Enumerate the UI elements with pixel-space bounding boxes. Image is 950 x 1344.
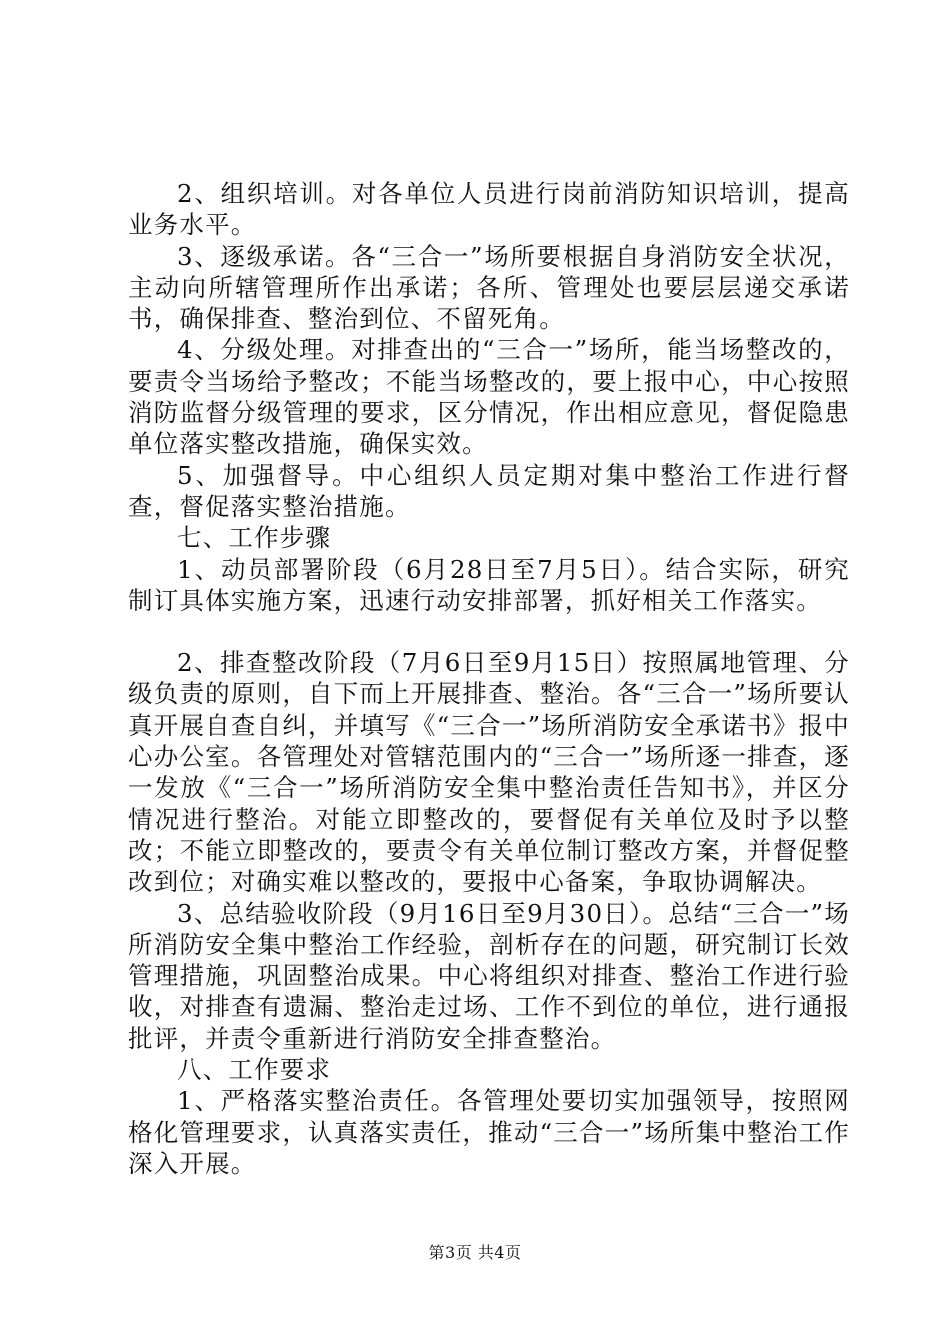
paragraph-acceptance-stage: 3、总结验收阶段（9月16日至9月30日）。总结“三合一”场所消防安全集中整治工作经验，剖析存在的问题，研究制订长效管理措施，巩固整治成果。中心将组织对排查、整治工作进行验收，对排查有遗漏、整治走过场、工作不到位的单位，进行通报批评，并责令重新进行消防安全排查整治。 xyxy=(128,898,850,1053)
section-heading-work-requirements: 八、工作要求 xyxy=(177,1055,332,1085)
paragraph-graded-handling: 4、分级处理。对排查出的“三合一”场所，能当场整改的，要责令当场给予整改；不能当场整改的，要上报中心，中心按照消防监督分级管理的要求，区分情况，作出相应意见，督促隐患单位落实整改措施，确保实效。 xyxy=(128,335,850,459)
paragraph-responsibility: 1、严格落实整治责任。各管理处要切实加强领导，按照网格化管理要求，认真落实责任，推动“三合一”场所集中整治工作深入开展。 xyxy=(128,1086,850,1178)
paragraph-training: 2、组织培训。对各单位人员进行岗前消防知识培训，提高业务水平。 xyxy=(128,179,850,240)
document-body xyxy=(128,178,850,1179)
page-number-footer: 第3页 共4页 xyxy=(428,1243,522,1262)
paragraph-spacer xyxy=(128,616,850,647)
section-heading-work-steps: 七、工作步骤 xyxy=(177,523,332,553)
paragraph-inspection-stage: 2、排查整改阶段（7月6日至9月15日）按照属地管理、分级负责的原则，自下而上开展排查、整治。各“三合一”场所要认真开展自查自纠，并填写《“三合一”场所消防安全承诺书》报中心办公室。各管理处对管辖范围内的“三合一”场所逐一排查，逐一发放《“三合一”场所消防安全集中整治责任告知书》，并区分情况进行整治。对能立即整改的，要督促有关单位及时予以整改；不能立即整改的，要责令有关单位制订整改方案，并督促整改到位；对确实难以整改的，要报中心备案，争取协调解决。 xyxy=(128,648,850,897)
paragraph-mobilization-stage: 1、动员部署阶段（6月28日至7月5日）。结合实际，研究制订具体实施方案，迅速行动安排部署，抓好相关工作落实。 xyxy=(128,554,850,615)
paragraph-supervision: 5、加强督导。中心组织人员定期对集中整治工作进行督查，督促落实整治措施。 xyxy=(128,460,850,521)
paragraph-commitment: 3、逐级承诺。各“三合一”场所要根据自身消防安全状况，主动向所辖管理所作出承诺；各所、管理处也要层层递交承诺书，确保排查、整治到位、不留死角。 xyxy=(128,241,850,334)
